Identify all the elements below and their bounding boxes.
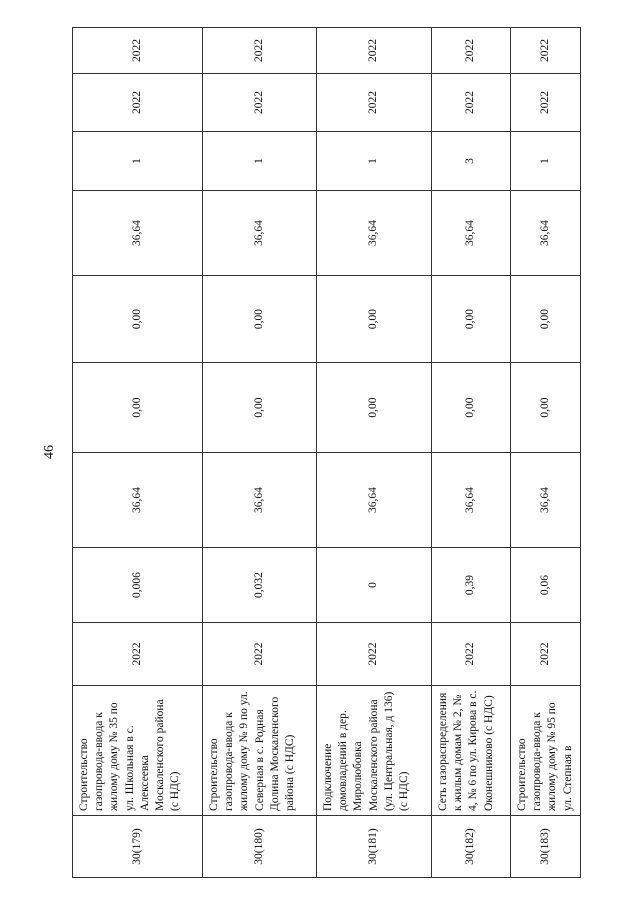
cell-cost-total: 36,64 [432, 453, 511, 548]
table-container [72, 28, 578, 878]
cell-cost-b: 0,00 [432, 276, 511, 363]
cell-year-start: 2022 [432, 74, 511, 132]
cell-cost-total: 36,64 [511, 453, 581, 548]
table-row [203, 28, 317, 878]
cell-count: 1 [73, 132, 203, 191]
cell-cost-total: 36,64 [317, 453, 432, 548]
cell-year-end: 2022 [317, 28, 432, 74]
table-row [432, 28, 511, 878]
cell-year-end: 2022 [432, 28, 511, 74]
cell-year-start: 2022 [203, 74, 317, 132]
cell-length: 0,006 [73, 548, 203, 623]
table-row [317, 28, 432, 878]
cell-cost-a: 0,00 [432, 363, 511, 453]
cell-year: 2022 [317, 623, 432, 686]
cell-cost-a: 0,00 [73, 363, 203, 453]
cell-cost-c: 36,64 [317, 191, 432, 276]
cell-cost-c: 36,64 [432, 191, 511, 276]
table-row [511, 28, 581, 878]
cell-year-start: 2022 [73, 74, 203, 132]
cell-cost-b: 0,00 [511, 276, 581, 363]
cell-description: Строительство газопровода-ввода к жилому дому № 9 по ул. Северная в с. Родная Долина Москаленского района (с НДС) [203, 686, 317, 816]
cell-cost-b: 0,00 [203, 276, 317, 363]
cell-count: 1 [317, 132, 432, 191]
cell-cost-b: 0,00 [73, 276, 203, 363]
cell-description: Строительство газопровода-ввода к жилому дому № 95 по ул. Степная в [511, 686, 581, 816]
cell-cost-c: 36,64 [511, 191, 581, 276]
cell-cost-total: 36,64 [203, 453, 317, 548]
cell-id: 30(183) [511, 816, 581, 878]
cell-year-end: 2022 [73, 28, 203, 74]
page-number: 46 [42, 445, 57, 459]
cell-count: 1 [203, 132, 317, 191]
cell-cost-c: 36,64 [73, 191, 203, 276]
cell-description: Подключение домовладений в дер. Миролюбовка Москаленского района (ул. Центральная, д 136) (с НДС) [317, 686, 432, 816]
cell-length: 0,032 [203, 548, 317, 623]
cell-cost-a: 0,00 [203, 363, 317, 453]
cell-year: 2022 [203, 623, 317, 686]
cell-year-start: 2022 [317, 74, 432, 132]
cell-year-end: 2022 [511, 28, 581, 74]
cell-count: 3 [432, 132, 511, 191]
cell-id: 30(182) [432, 816, 511, 878]
cell-cost-c: 36,64 [203, 191, 317, 276]
gas-pipeline-table [72, 27, 581, 878]
cell-length: 0,06 [511, 548, 581, 623]
table-row [73, 28, 203, 878]
cell-id: 30(180) [203, 816, 317, 878]
cell-cost-b: 0,00 [317, 276, 432, 363]
cell-count: 1 [511, 132, 581, 191]
cell-year: 2022 [73, 623, 203, 686]
cell-year-end: 2022 [203, 28, 317, 74]
cell-description: Строительство газопровода-ввода к жилому дому № 35 по ул. Школьная в с. Алексеевка Москаленского района (с НДС) [73, 686, 203, 816]
cell-cost-a: 0,00 [511, 363, 581, 453]
cell-cost-a: 0,00 [317, 363, 432, 453]
cell-id: 30(179) [73, 816, 203, 878]
cell-year-start: 2022 [511, 74, 581, 132]
cell-description: Сеть газораспределения к жилым домам № 2, № 4, № 6 по ул. Кирова в с. Оконешниково (с НДС) [432, 686, 511, 816]
cell-cost-total: 36,64 [73, 453, 203, 548]
rotated-table-frame [72, 28, 578, 878]
cell-year: 2022 [432, 623, 511, 686]
cell-length: 0,39 [432, 548, 511, 623]
cell-id: 30(181) [317, 816, 432, 878]
cell-year: 2022 [511, 623, 581, 686]
cell-length: 0 [317, 548, 432, 623]
